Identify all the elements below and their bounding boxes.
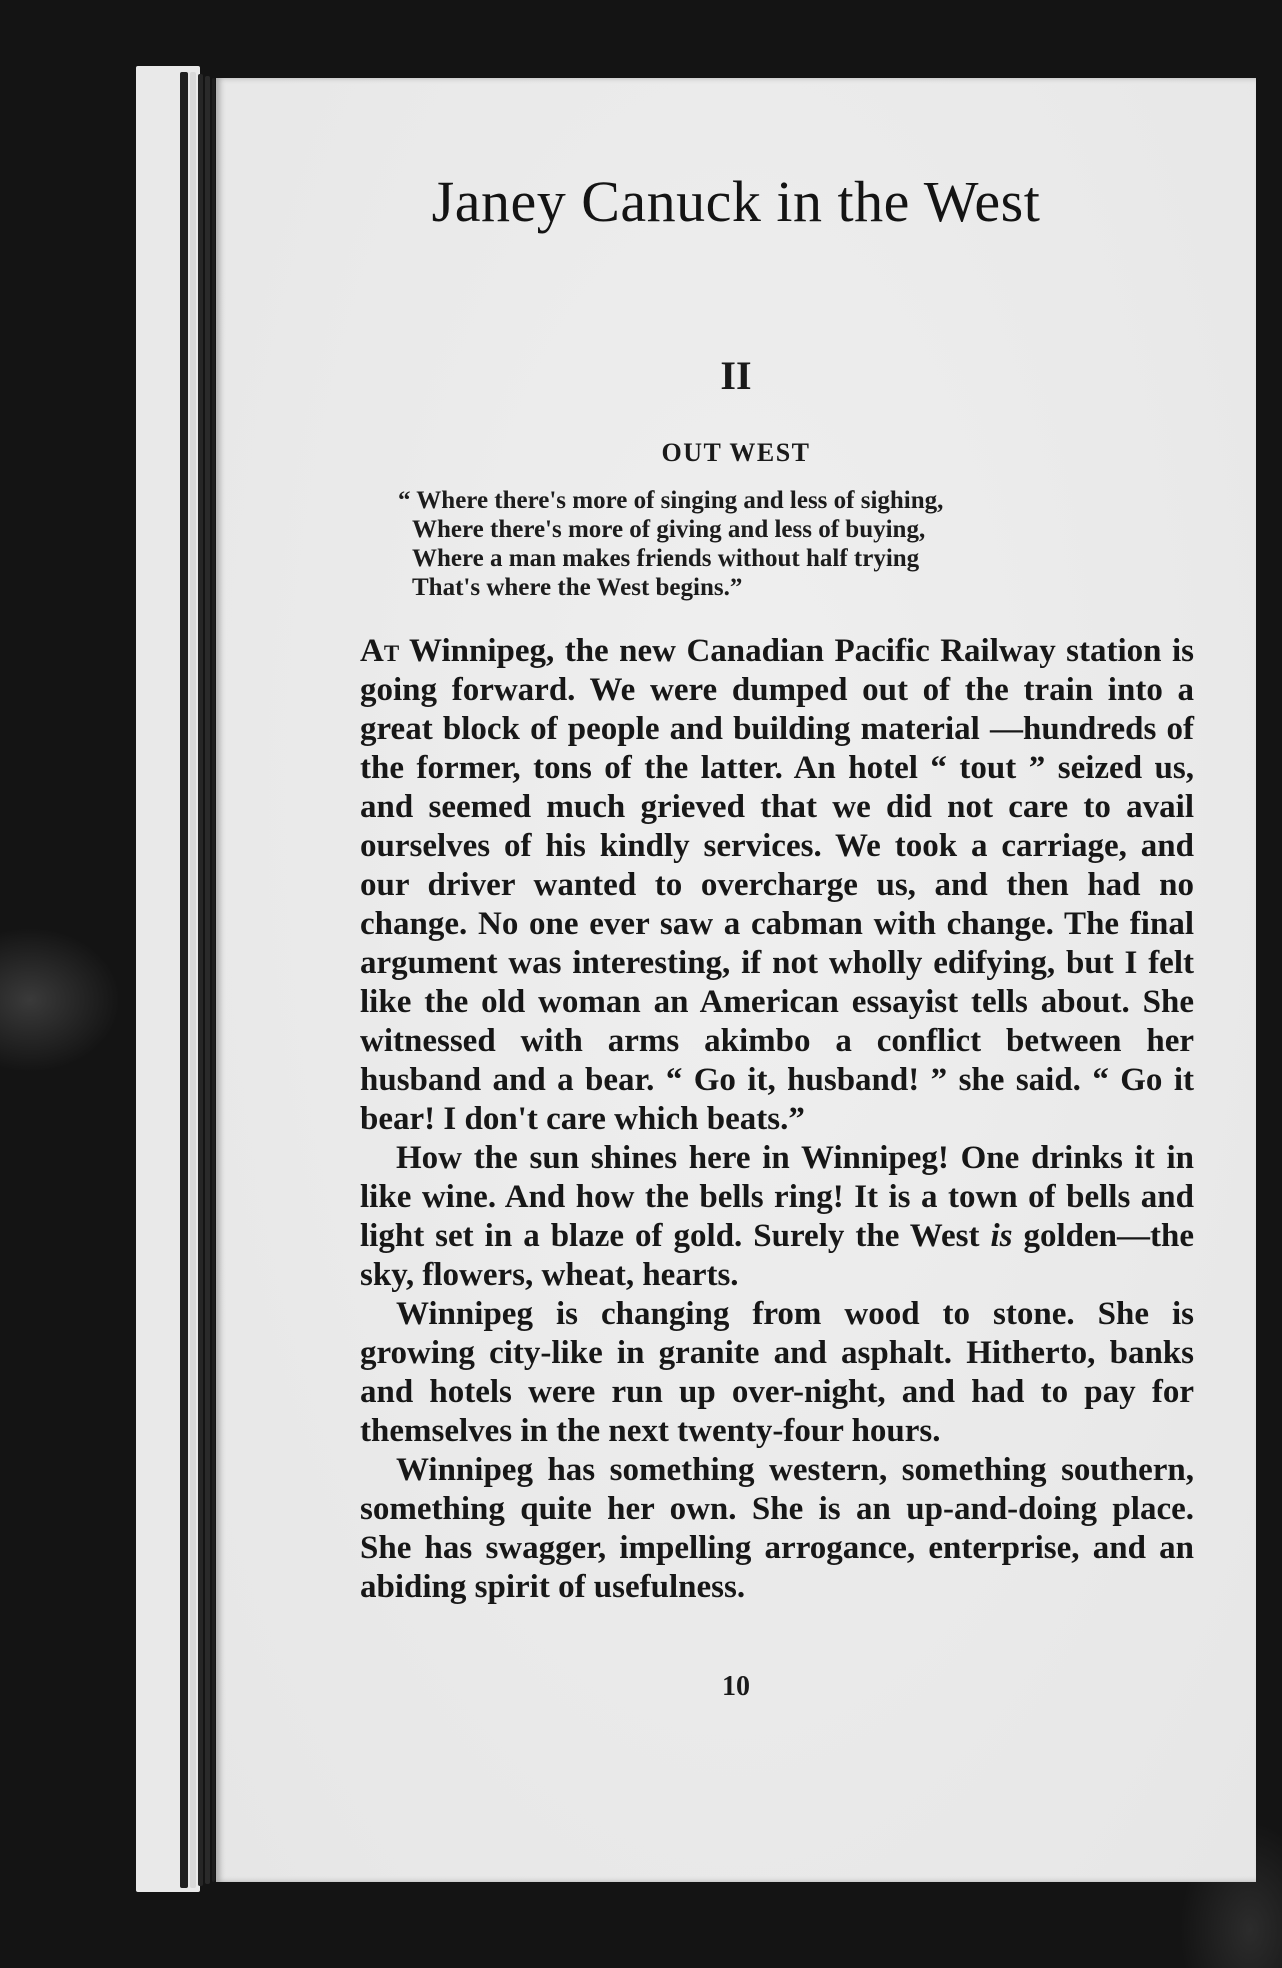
page-edge-shadow <box>180 72 188 1888</box>
epigraph-line: Where a man makes friends without half trying <box>412 545 920 572</box>
epigraph-line: Where there's more of giving and less of buying, <box>412 516 926 543</box>
running-head: Janey Canuck in the West <box>431 169 1041 234</box>
page-edge-shadow <box>198 74 203 1886</box>
body-text <box>360 632 1194 1607</box>
chapter-title: OUT WEST <box>661 438 811 467</box>
page-edge-shadow <box>212 78 215 1882</box>
chapter-number: II <box>720 353 752 398</box>
paragraph <box>360 1295 1194 1451</box>
page-edge-shadow <box>205 76 210 1884</box>
page-number: 10 <box>722 1671 750 1702</box>
paragraph <box>360 632 1194 1139</box>
paragraph-text: golden—the sky, flowers, wheat, hearts. <box>360 1218 1194 1293</box>
paragraph-lead-word: At <box>360 633 400 669</box>
page-edge-leaf <box>190 72 196 1888</box>
paragraph-text: How the sun shines here in Winnipeg! One drinks it in like wine. And how the bells ring! It is a town of bells and light set in a blaze of gold. Surely the West <box>360 1140 1194 1254</box>
paragraph <box>360 1451 1194 1607</box>
paragraph <box>360 1139 1194 1295</box>
book-page <box>216 78 1256 1882</box>
paragraph-emphasis: is <box>990 1218 1013 1254</box>
epigraph-line: That's where the West begins.” <box>412 574 743 601</box>
epigraph <box>398 486 1132 602</box>
paragraph-text: Winnipeg is changing from wood to stone. She is growing city-like in granite and asphalt. Hitherto, banks and hotels were run up over-night, and had to pay for themselves in the next twenty-four hours. <box>360 1296 1194 1449</box>
paragraph-text: Winnipeg, the new Canadian Pacific Railway station is going forward. We were dumped out of the train into a great block of people and building material —hundreds of the former, tons of the latter. An hotel “ tout ” seized us, and seemed much grieved that we did not care to avail ourselves of his kindly services. We took a carriage, and our driver wanted to overcharge us, and then had no change. No one ever saw a cabman with change. The final argument was interesting, if not wholly edifying, but I felt like the old woman an American essayist tells about. She witnessed with arms akimbo a conflict between her husband and a bear. “ Go it, husband! ” she said. “ Go it bear! I don't care which beats.” <box>360 633 1194 1137</box>
paragraph-text: Winnipeg has something western, something southern, something quite her own. She is an up-and-doing place. She has swagger, impelling arrogance, enterprise, and an abiding spirit of usefulness. <box>360 1452 1194 1605</box>
epigraph-line: “ Where there's more of singing and less of sighing, <box>398 487 944 514</box>
